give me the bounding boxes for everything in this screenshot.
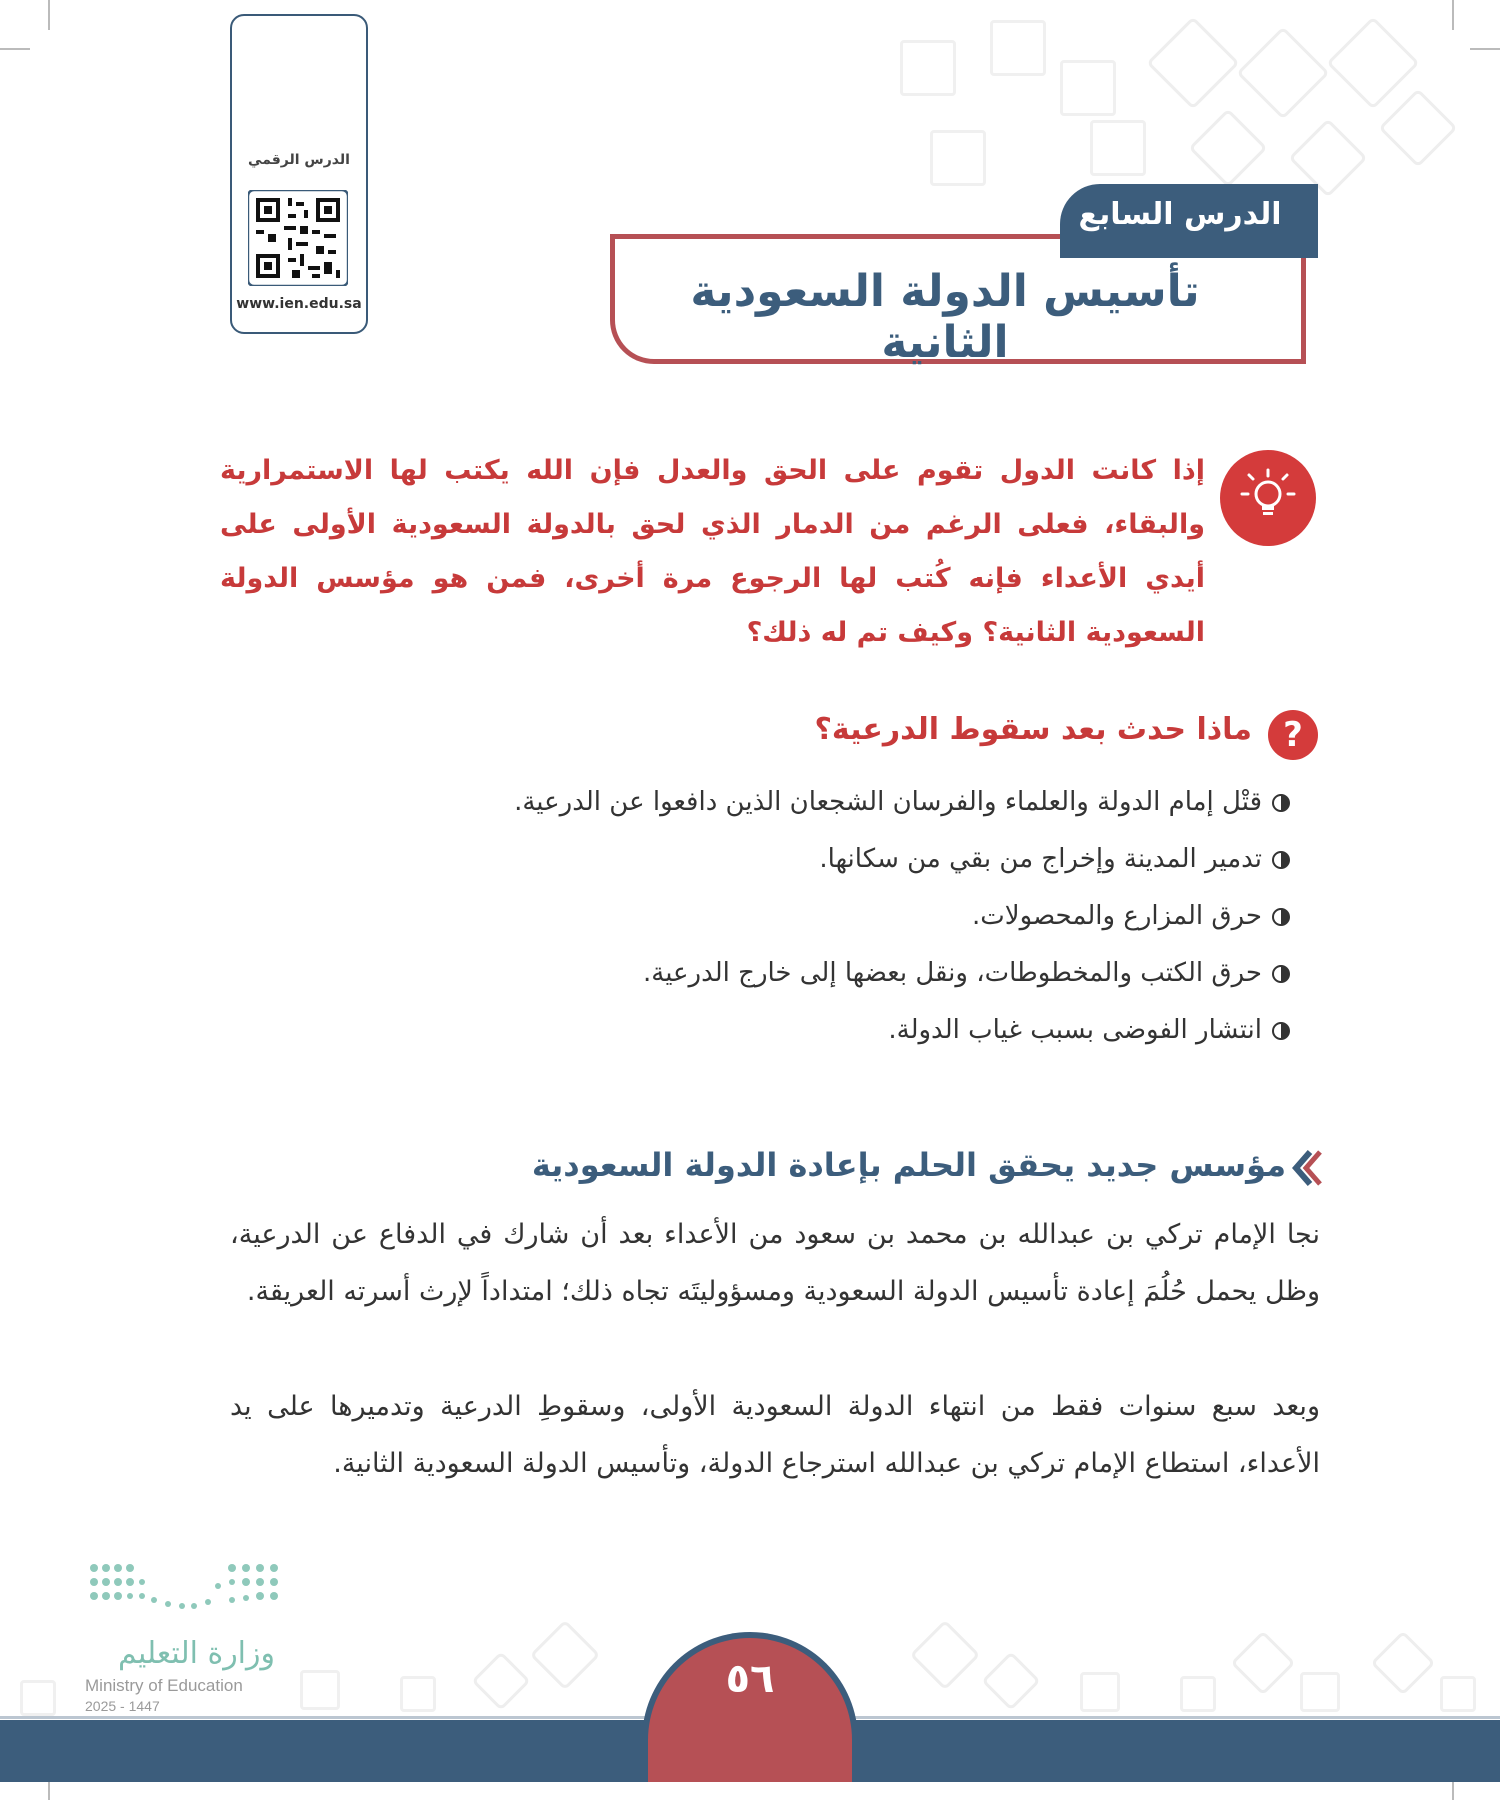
crop-mark [48,0,50,30]
list-item: حرق المزارع والمحصولات. [300,888,1290,945]
ministry-name-english: Ministry of Education [85,1676,243,1695]
chevron-icon [1288,1148,1324,1188]
crop-mark [1470,48,1500,50]
ministry-logo-icon [88,1560,278,1630]
section-title: مؤسس جديد يحقق الحلم بإعادة الدولة السعودية [531,1146,1286,1184]
crop-mark [1452,0,1454,30]
lightbulb-icon [1220,450,1316,546]
bullet-icon [1272,794,1290,812]
list-item: انتشار الفوضى بسبب غياب الدولة. [300,1002,1290,1059]
list-item: قتْل إمام الدولة والعلماء والفرسان الشجعان الذين دافعوا عن الدرعية. [300,774,1290,831]
question-title: ماذا حدث بعد سقوط الدرعية؟ [814,712,1252,747]
lesson-number: الدرس السابع [1078,197,1282,232]
page-number-badge [642,1632,858,1782]
bullet-icon [1272,1022,1290,1040]
ministry-year: 2025 - 1447 [85,1698,160,1714]
section-paragraph-2: وبعد سبع سنوات فقط من انتهاء الدولة السعودية الأولى، وسقوطِ الدرعية وتدميرها على يد الأعداء، استطاع الإمام تركي بن عبدالله استرجاع الدولة، وتأسيس الدولة السعودية الثانية. [230,1391,1320,1479]
bullet-list [300,774,1290,1059]
bullet-icon [1272,965,1290,983]
page-number: ٥٦ [725,1656,775,1702]
lesson-title: تأسيس الدولة السعودية الثانية [690,266,1200,368]
qr-code[interactable] [248,190,348,286]
qr-label: الدرس الرقمي [248,152,350,168]
list-item: حرق الكتب والمخطوطات، ونقل بعضها إلى خارج الدرعية. [300,945,1290,1002]
bullet-icon [1272,908,1290,926]
crop-mark [0,48,30,50]
qr-url[interactable]: www.ien.edu.sa [236,296,362,312]
bullet-icon [1272,851,1290,869]
qr-card[interactable] [230,14,368,334]
intro-paragraph: إذا كانت الدول تقوم على الحق والعدل فإن الله يكتب لها الاستمرارية والبقاء، فعلى الرغم من الدمار الذي لحق بالدولة السعودية الأولى على أيدي الأعداء فإنه كُتب لها الرجوع مرة أخرى، فمن هو مؤسس الدولة السعودية الثانية؟ وكيف تم له ذلك؟ [220,455,1205,648]
ministry-name-arabic: وزارة التعليم [117,1636,275,1671]
list-item: تدمير المدينة وإخراج من بقي من سكانها. [300,831,1290,888]
section-paragraph-1: نجا الإمام تركي بن عبدالله بن محمد بن سعود من الأعداء بعد أن شارك في الدفاع عن الدرعية، وظل يحمل حُلُمَ إعادة تأسيس الدولة السعودية ومسؤوليتَه تجاه ذلك؛ امتداداً لإرث أسرته العريقة. [230,1219,1320,1307]
question-icon: ? [1268,710,1318,760]
